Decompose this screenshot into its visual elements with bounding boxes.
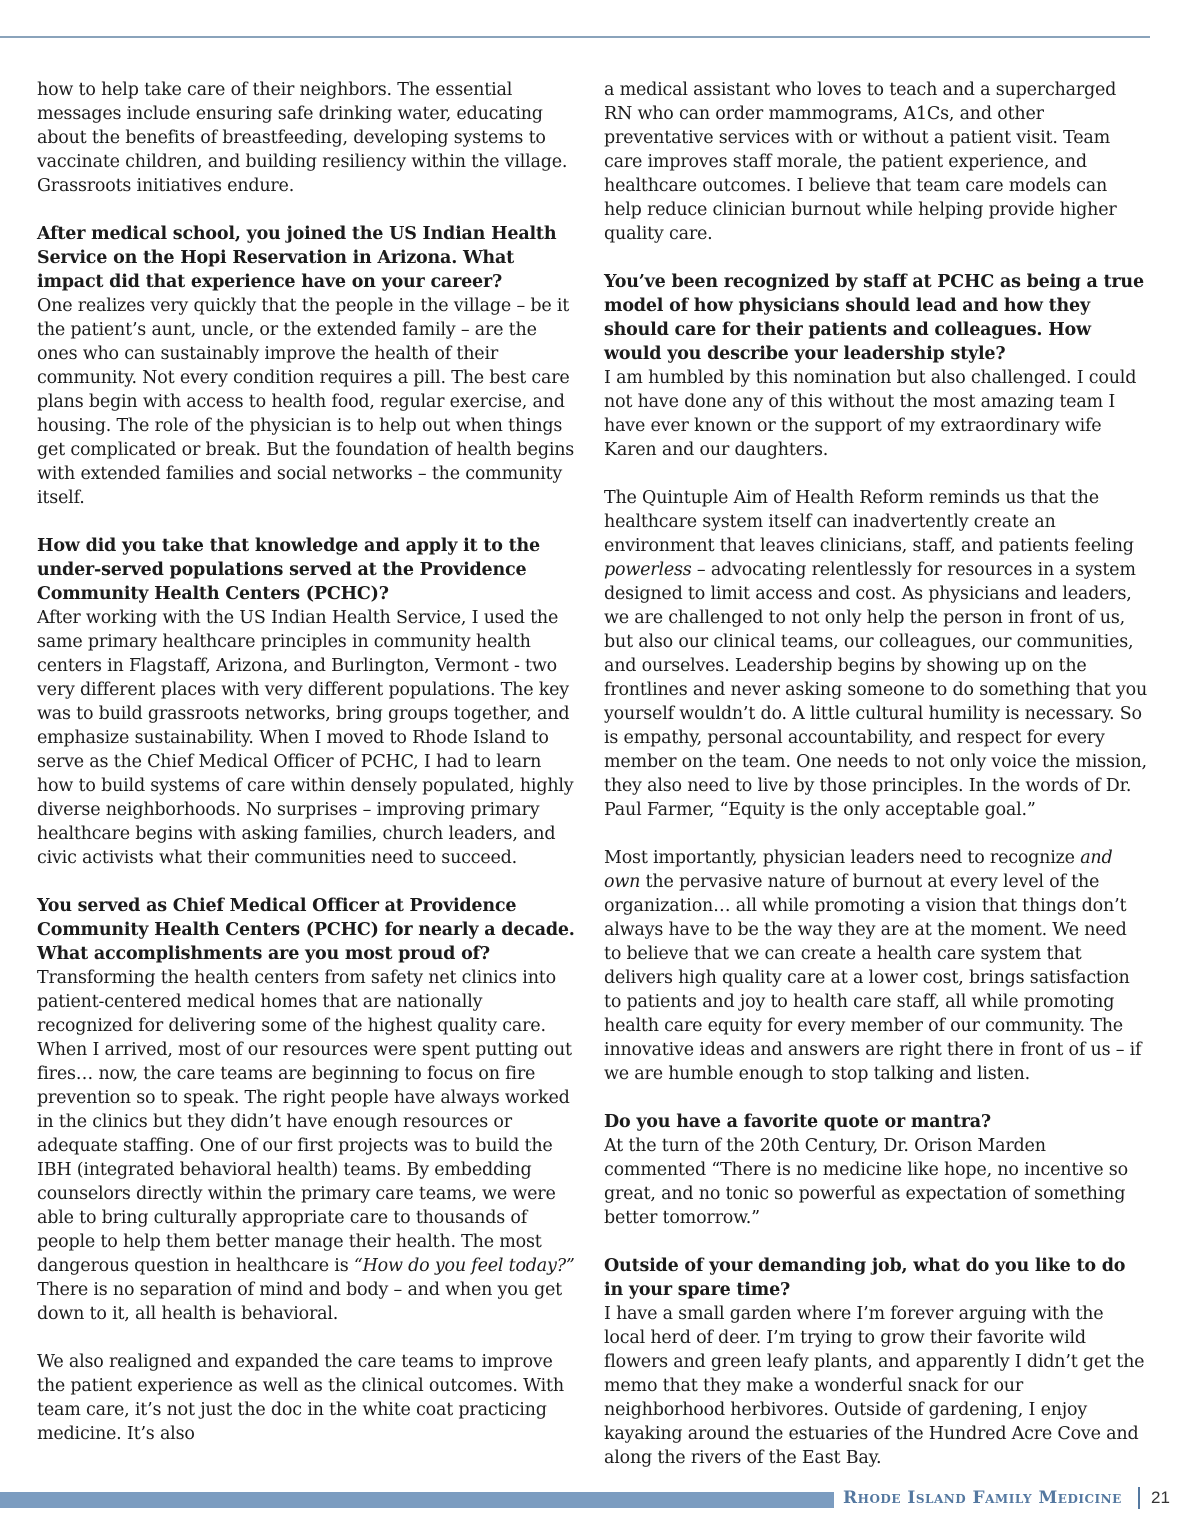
paragraph: how to help take care of their neighbors. The essential messages include ensuring safe drinking water, educating about the benefits of breastfeeding, developing systems to vaccinate children, and building resiliency within the village. Grassroots initiatives endure.: [37, 80, 568, 196]
paragraph: [604, 486, 1149, 822]
paragraph-italic: powerless: [604, 560, 692, 580]
paragraph-italic: and own: [604, 848, 1113, 892]
paragraph: a medical assistant who loves to teach and a supercharged RN who can order mammograms, A1Cs, and other preventative services with or without a patient visit. Team care improves staff morale, the patient experience, and healthcare outcomes. I believe that team care models can help reduce clinician burnout while helping provide higher quality care.: [604, 80, 1117, 244]
answer: At the turn of the 20th Century, Dr. Orison Marden commented “There is no medicine like hope, no incentive so great, and no tonic so powerful as expectation of something better tomorrow.”: [604, 1136, 1128, 1228]
qa-block: [604, 1254, 1149, 1470]
paragraph: [604, 846, 1149, 1086]
qa-block: [37, 222, 582, 510]
paragraph: We also realigned and expanded the care teams to improve the patient experience as well as the clinical outcomes. With team care, it’s not just the doc in the white coat practicing medicine. It’s also: [37, 1352, 564, 1444]
question: Outside of your demanding job, what do you like to do in your spare time?: [604, 1256, 1126, 1300]
question: You served as Chief Medical Officer at Providence Community Health Centers (PCHC) for nearly a decade. What accomplishments are you most proud of?: [37, 896, 575, 964]
question: How did you take that knowledge and apply it to the under-served populations served at the Providence Community Health Centers (PCHC)?: [37, 536, 540, 604]
paragraph-text: the pervasive nature of burnout at every level of the organization… all while promoting a vision that things don’t always have to be the way they are at the moment. We need to believe that we can create a health care system that delivers high quality care at a lower cost, brings satisfaction to patients and joy to health care staff, all while promoting health care equity for every member of our community. The innovative ideas and answers are right there in front of us – if we are humble enough to stop talking and listen.: [604, 872, 1142, 1084]
right-column: [604, 78, 1149, 1494]
answer: [37, 966, 582, 1326]
paragraph-text: Most importantly, physician leaders need to recognize: [604, 848, 1081, 868]
paragraph-text: The Quintuple Aim of Health Reform reminds us that the healthcare system itself can inadvertently create an environment that leaves clinicians, staff, and patients feeling: [604, 488, 1134, 556]
top-rule: [0, 36, 1150, 38]
answer-text: Transforming the health centers from safety net clinics into patient-centered medical homes that are nationally recognized for delivering some of the highest quality care. When I arrived, most of our resources were spent putting out fires… now, the care teams are beginning to focus on fire prevention so to speak. The right people have always worked in the clinics but they didn’t have enough resources or adequate staffing. One of our first projects was to build the IBH (integrated behavioral health) teams. By embedding counselors directly within the primary care teams, we were able to bring culturally appropriate care to thousands of people to help them better manage their health. The most dangerous question in healthcare is: [37, 968, 572, 1276]
answer: After working with the US Indian Health Service, I used the same primary healthcare principles in community health centers in Flagstaff, Arizona, and Burlington, Vermont - two very different places with very different populations. The key was to build grassroots networks, bring groups together, and emphasize sustainability. When I moved to Rhode Island to serve as the Chief Medical Officer of PCHC, I had to learn how to build systems of care within densely populated, highly diverse neighborhoods. No surprises – improving primary healthcare begins with asking families, church leaders, and civic activists what their communities need to succeed.: [37, 608, 574, 868]
qa-block: [37, 534, 582, 870]
footer-separator: [1138, 1487, 1140, 1509]
question: After medical school, you joined the US Indian Health Service on the Hopi Reservation in Arizona. What impact did that experience have on your career?: [37, 224, 557, 292]
answer: One realizes very quickly that the people in the village – be it the patient’s aunt, uncle, or the extended family – are the ones who can sustainably improve the health of their community. Not every condition requires a pill. The best care plans begin with access to health food, regular exercise, and housing. The role of the physician is to help out when things get complicated or break. But the foundation of health begins with extended families and social networks – the community itself.: [37, 296, 575, 508]
answer-text: There is no separation of mind and body – and when you get down to it, all health is behavioral.: [37, 1280, 562, 1324]
paragraph-text: – advocating relentlessly for resources in a system designed to limit access and cost. As physicians and leaders, we are challenged to not only help the person in front of us, but also our clinical teams, our colleagues, our communities, and ourselves. Leadership begins by showing up on the frontlines and never asking someone to do something that you yourself wouldn’t do. A little cultural humility is necessary. So is empathy, personal accountability, and respect for every member on the team. One needs to not only voice the mission, they also need to live by those principles. In the words of Dr. Paul Farmer, “Equity is the only acceptable goal.”: [604, 560, 1148, 820]
left-column: [37, 78, 582, 1470]
answer: I am humbled by this nomination but also challenged. I could not have done any of this without the most amazing team I have ever known or the support of my extraordinary wife Karen and our daughters.: [604, 368, 1137, 460]
question: You’ve been recognized by staff at PCHC as being a true model of how physicians should lead and how they should care for their patients and colleagues. How would you describe your leadership style?: [604, 272, 1144, 364]
page-number: 21: [1151, 1488, 1170, 1507]
qa-block: [604, 270, 1149, 462]
qa-block: [604, 1110, 1149, 1230]
publication-title: Rhode Island Family Medicine: [843, 1488, 1122, 1508]
question: Do you have a favorite quote or mantra?: [604, 1112, 991, 1132]
answer-italic: “How do you feel today?”: [353, 1256, 575, 1276]
footer-bar: [0, 1492, 834, 1508]
qa-block: [37, 894, 582, 1326]
answer: I have a small garden where I’m forever arguing with the local herd of deer. I’m trying to grow their favorite wild flowers and green leafy plants, and apparently I didn’t get the memo that they make a wonderful snack for our neighborhood herbivores. Outside of gardening, I enjoy kayaking around the estuaries of the Hundred Acre Cove and along the rivers of the East Bay.: [604, 1304, 1145, 1468]
